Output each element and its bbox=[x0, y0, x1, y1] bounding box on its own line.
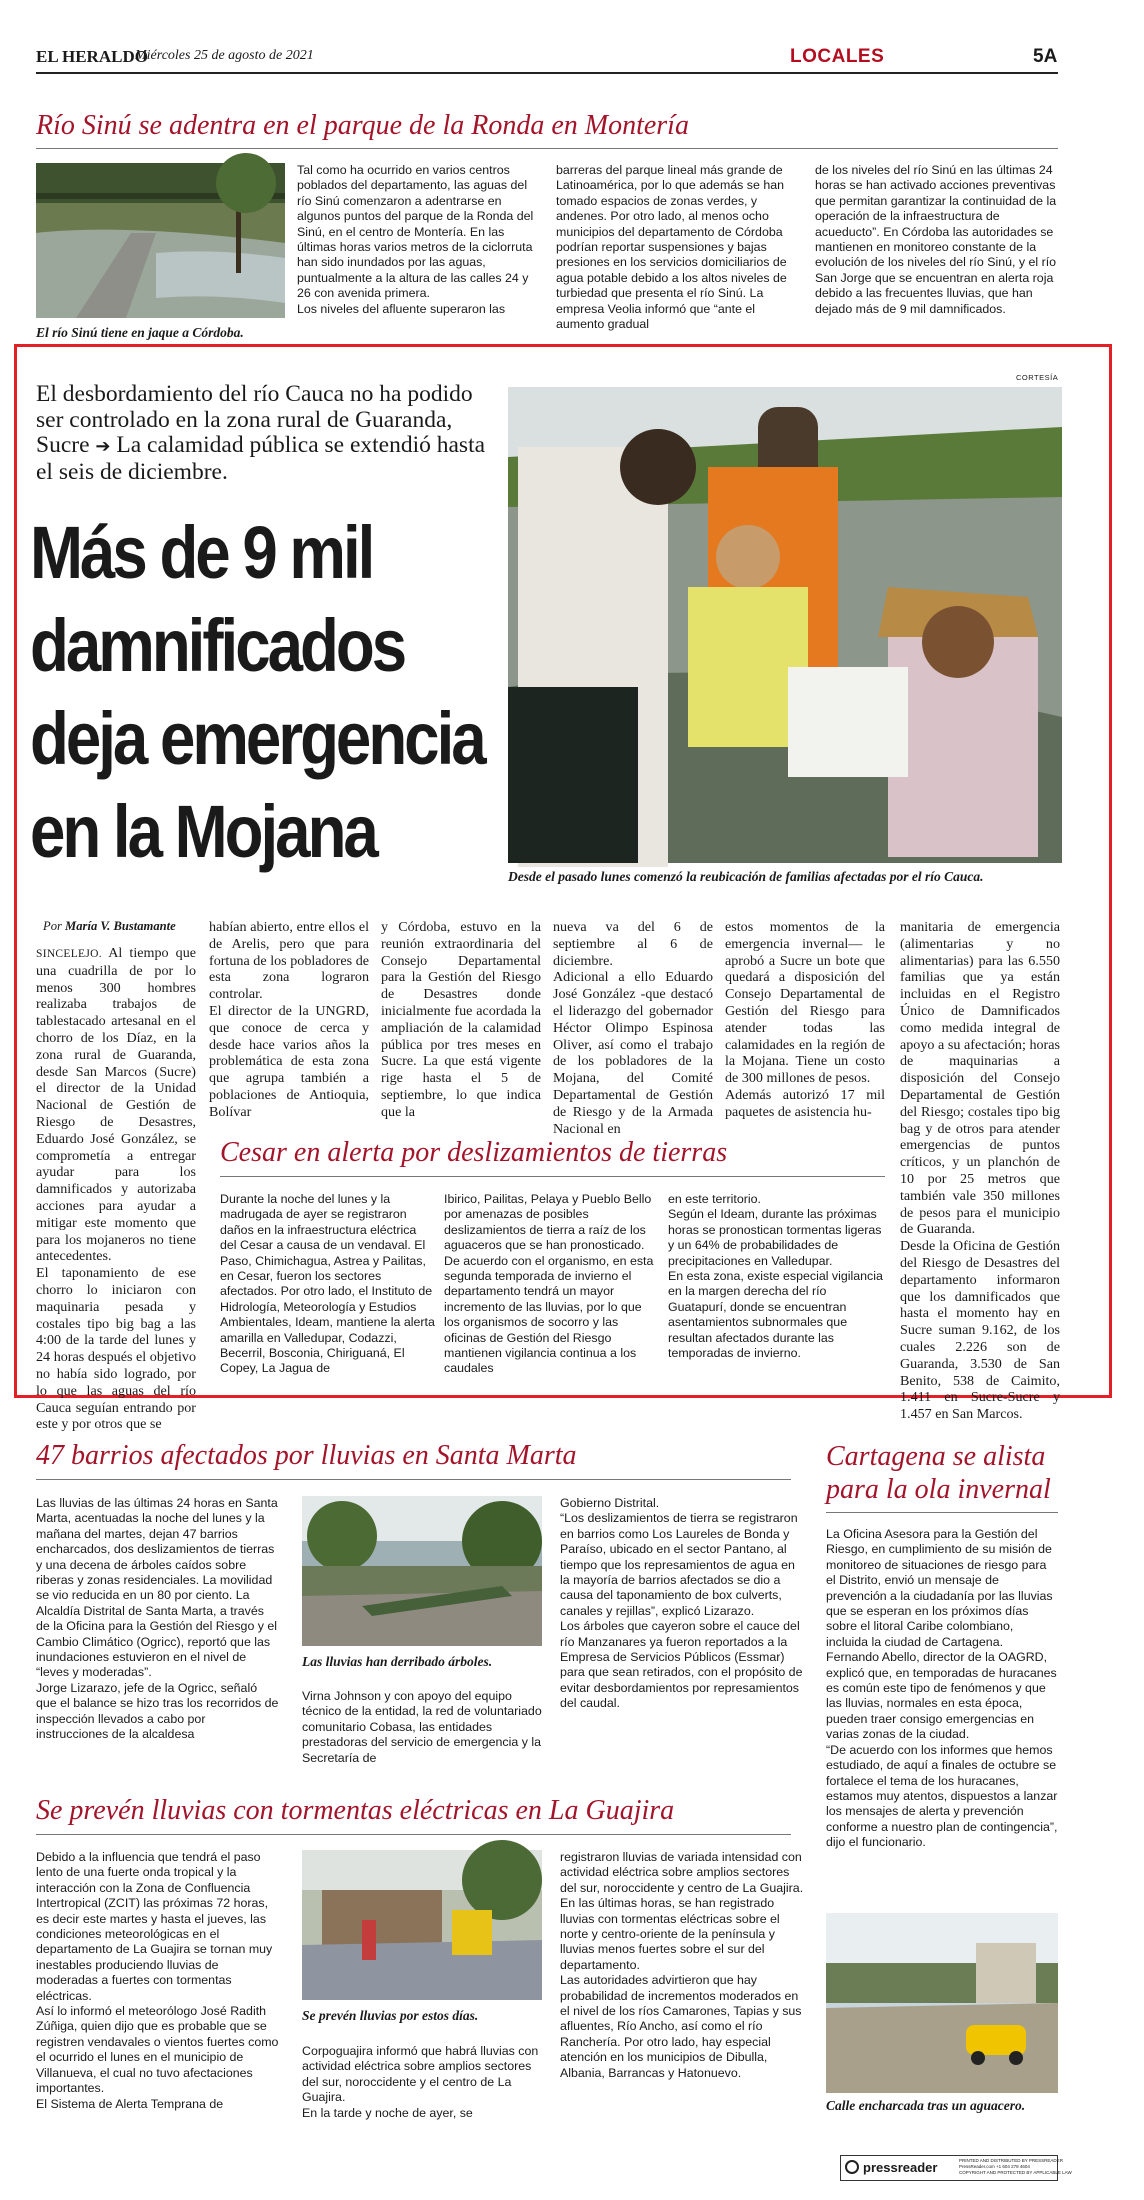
guajira-col-2: Corpoguajira informó que habrá lluvias con actividad eléctrica sobre amplios sectores del sur, noroccidente y el centro de La Guajira. En la tarde y noche de ayer, se bbox=[302, 2044, 539, 2120]
guajira-caption: Se prevén lluvias por estos días. bbox=[302, 2008, 479, 2023]
section-name: LOCALES bbox=[790, 46, 885, 67]
main-col-2: habían abierto, entre ellos el de Arelis, pero que para fortuna de los pobladores de esta zona lograron controlar. El director de la UNGRD, que conoce de cerca y desde hace varios años la problemática de esta zona que agrupa también a poblaciones de Antioquia, Bolívar bbox=[209, 919, 369, 1120]
santamarta-caption: Las lluvias han derribado árboles. bbox=[302, 1654, 493, 1669]
pressreader-logo-icon bbox=[845, 2160, 859, 2174]
santamarta-col-2: Virna Johnson y con apoyo del equipo técnico de la entidad, la red de voluntariado comunitario Cobasa, las entidades prestadoras del servicio de emergencia y la Secretaría de bbox=[302, 1689, 542, 1765]
byline bbox=[43, 919, 176, 934]
photo-fallen-trees bbox=[302, 1496, 542, 1646]
main-col-3: y Córdoba, estuvo en la reunión extraordinaria del Consejo Departamental para la Gestión del Riesgo de Desastres donde inicialmente fue acordada la ampliación de la calamidad pública por tres meses en Sucre. La que está vigente rige hasta el 5 de septiembre, lo que indica que la bbox=[381, 919, 541, 1120]
pressreader-legal-1: PRINTED AND DISTRIBUTED BY PRESSREADER bbox=[959, 2158, 1063, 2163]
arrow-icon: ➔ bbox=[95, 436, 111, 456]
guajira-title: Se prevén lluvias con tormentas eléctricas en La Guajira bbox=[36, 1795, 675, 1826]
kicker-text-1: El desbordamiento del río Cauca no ha podido ser controlado en la zona rural de Guaranda, Sucre bbox=[36, 381, 473, 458]
pressreader-legal-2: PressReader.com +1 604 278 4604 bbox=[959, 2164, 1030, 2169]
pressreader-legal-3: COPYRIGHT AND PROTECTED BY APPLICABLE LAW bbox=[959, 2170, 1072, 2175]
cesar-col-1: Durante la noche del lunes y la madrugada de ayer se registraron daños en la infraestructura eléctrica del Cesar a causa de un vendaval. El Paso, Chimichagua, Astrea y Pailitas, en Cesar, fueron los sectores afectados. Por otro lado, el Instituto de Hidrología, Meteorología y Estudios Ambientales, Ideam, mantiene la alerta amarilla en Valledupar, Codazzi, Becerril, Bosconia, Chiriguaná, El Copey, La Jagua de bbox=[220, 1192, 435, 1376]
sinu-col-3: de los niveles del río Sinú en las últimas 24 horas se han activado acciones preventivas que permitan garantizar la continuidad de la operación de la infraestructura de acueducto”. En Córdoba las autoridades se mantienen en monitoreo constante de la evolución de los niveles del río Sinú, y el río San Jorge que se encuentran en alerta roja debido a las frecuentes lluvias, que han dejado más de 9 mil damnificados. bbox=[815, 163, 1057, 316]
byline-prefix: Por bbox=[43, 919, 62, 933]
newspaper-logo: EL HERALDO bbox=[36, 47, 148, 66]
issue-date: Miércoles 25 de agosto de 2021 bbox=[135, 48, 314, 63]
main-headline: Más de 9 mil damnificados deja emergencia en la Mojana bbox=[30, 511, 484, 873]
cesar-col-2: Ibirico, Pailitas, Pelaya y Pueblo Bello por amenazas de posibles deslizamientos de tierra a raíz de los aguaceros que se han pronosticado. De acuerdo con el organismo, en esta segunda temporada de invierno el departamento tendrá un mayor incremento de las lluvias, por lo que los organismos de socorro y las oficinas de Gestión del Riesgo mantienen vigilancia continua a los caudales bbox=[444, 1192, 654, 1376]
main-col-1 bbox=[36, 945, 196, 1433]
cartagena-rule bbox=[826, 1512, 1058, 1513]
santamarta-col-3: Gobierno Distrital. “Los deslizamientos de tierra se registraron en barrios como Los Laureles de Bonda y Paraíso, ubicado en el sector Pantano, al tiempo que los represamientos de agua en la mayoría de barrios afectados se dio a causa del taponamiento de box culverts, canales y rejillas”, explicó Lizarazo. Los árboles que cayeron sobre el cauce del río Manzanares ya fueron reportados a la Empresa de Servicios Públicos (Essmar) para que sean retirados, con el propósito de evitar desbordamientos por represamientos del caudal. bbox=[560, 1496, 803, 1711]
main-caption: Desde el pasado lunes comenzó la reubicación de familias afectadas por el río Cauca. bbox=[508, 869, 984, 884]
cartagena-body: La Oficina Asesora para la Gestión del Riesgo, en cumplimiento de su misión de monitoreo de situaciones de riesgo para el Distrito, envió un mensaje de prevención a la ciudadanía por las lluvias que se esperan en los próximos días sobre el litoral Caribe colombiano, incluida la ciudad de Cartagena. Fernando Abello, director de la OAGRD, explicó que, en temporadas de huracanes es común este tipo de fenómenos y que las lluvias, normales en esta época, pueden traer consigo emergencias en varias zonas de la ciudad. “De acuerdo con los informes que hemos estudiado, de aquí a finales de octubre se fortalece el tema de los huracanes, estamos muy atentos, dispuestos a lanzar los mensajes de alerta y prevención conforme a nuestro plan de contingencia”, dijo el funcionario. bbox=[826, 1527, 1058, 1850]
cesar-col-3: en este territorio. Según el Ideam, durante las próximas horas se pronostican tormentas ligeras y un 64% de probabilidades de precipitaciones en Valledupar. En esta zona, existe especial vigilancia en la margen derecha del río Guatapurí, donde se encuentran asentamientos subnormales que resultan afectados durante las temporadas de invierno. bbox=[668, 1192, 883, 1361]
byline-author: María V. Bustamante bbox=[65, 919, 176, 933]
photo-guajira-rain bbox=[302, 1850, 542, 2000]
photo-mojana-aid bbox=[508, 387, 1062, 863]
page-number: 5A bbox=[1033, 46, 1058, 67]
santamarta-title: 47 barrios afectados por lluvias en Santa Marta bbox=[36, 1440, 577, 1471]
pressreader-brand: pressreader bbox=[863, 2160, 938, 2175]
sinu-col-2: barreras del parque lineal más grande de Latinoamérica, por lo que además se han tomado espacios de zonas verdes, y andenes. Por otro lado, al menos ocho municipios del departamento de Córdoba podrían reportar suspensiones y bajas presiones en los servicios domiciliarios de agua potable debido a los altos niveles de turbiedad que presenta el río Sinú. La empresa Veolia informó que “ante el aumento gradual bbox=[556, 163, 787, 332]
cesar-rule bbox=[220, 1176, 885, 1177]
dateline: SINCELEJO. bbox=[36, 948, 102, 960]
cartagena-title-line-2: para la ola invernal bbox=[826, 1474, 1051, 1505]
main-col-4: nueva va del 6 de septiembre al 6 de diciembre. Adicional a ello Eduardo José González -que destacó el liderazgo del gobernador Héctor Olimpo Espinosa Oliver, así como el trabajo de los pobladores de la Mojana, del Comité Departamental de Gestión de Riesgo y de la Armada Nacional en bbox=[553, 919, 713, 1137]
sinu-col-1: Tal como ha ocurrido en varios centros poblados del departamento, las aguas del río Sinú comenzaron a adentrarse en algunos puntos del parque de la Ronda del Sinú, en el centro de Montería. En las últimas horas varios metros de la ciclorruta han sido inundados por las aguas, puntualmente a la altura de las calles 24 y 26 con avenida primera. Los niveles del afluente superaron las bbox=[297, 163, 534, 316]
santamarta-rule bbox=[36, 1479, 791, 1480]
story-sinu-title: Río Sinú se adentra en el parque de la Ronda en Montería bbox=[36, 110, 689, 141]
main-col-1-text: Al tiempo que una cuadrilla de por lo menos 300 hombres realizaba trabajos de tablestacado artesanal en el chorro de los Díaz, en la zona rural de Guaranda, desde San Marcos (Sucre) el director de la Unidad Nacional de Gestión de Riesgo de Desastres, Eduardo José González, se comprometía a entregar ayudar para los damnificados y autorizaba acciones para ayudar a mitigar este momento que para los mojaneros no tiene antecedentes. El taponamiento de ese chorro lo iniciaron con maquinaria pesada y costales tipo big bag a las 4:00 de la tarde del lunes y 24 horas después el objetivo no había sido logrado, por lo que las aguas del río Cauca seguían entrando por este y por otros que se bbox=[36, 945, 196, 1433]
cesar-title: Cesar en alerta por deslizamientos de tierras bbox=[220, 1137, 728, 1168]
sinu-caption: El río Sinú tiene en jaque a Córdoba. bbox=[36, 325, 244, 340]
main-col-5: estos momentos de la emergencia invernal— le aprobó a Sucre un bote que quedará a disposición del Consejo Departamental de Gestión del Riesgo para atender todas las calamidades en la región de la Mojana. Tiene un costo de 300 millones de pesos. Además autorizó 17 mil paquetes de asistencia hu- bbox=[725, 919, 885, 1120]
kicker-text-2: La calamidad pública se extendió hasta el seis de diciembre. bbox=[36, 432, 486, 485]
pressreader-legal bbox=[959, 2158, 1072, 2176]
story-sinu-rule bbox=[36, 148, 1058, 149]
photo-credit: CORTESÍA bbox=[1016, 373, 1059, 382]
santamarta-col-1: Las lluvias de las últimas 24 horas en Santa Marta, acentuadas la noche del lunes y la mañana del martes, dejan 47 barrios encharcados, dos deslizamientos de tierras y una decena de árboles caídos sobre riberas y zonas residenciales. La movilidad se vio reducida en un 80 por ciento. La Alcaldía Distrital de Santa Marta, a través de la Oficina para la Gestión del Riesgo y el Cambio Climático (Ogricc), reportó que las inundaciones estuvieron en el nivel de “leves y moderadas”. Jorge Lizarazo, jefe de la Ogricc, señaló que el balance se hizo tras los recorridos de inspección llevados a cabo por instrucciones de la alcaldesa bbox=[36, 1496, 279, 1742]
guajira-rule bbox=[36, 1834, 791, 1835]
cartagena-title bbox=[826, 1440, 1051, 1506]
cartagena-caption: Calle encharcada tras un aguacero. bbox=[826, 2098, 1026, 2113]
main-col-6: manitaria de emergencia (alimentarias y no alimentarias) para las 6.550 familias que ya están incluidas en el Registro Único de Damnificados como medida integral de apoyo a su afectación; horas de maquinarias a disposición del Consejo Departamental de Gestión del Riesgo; costales tipo big bag y de otros para atender emergencias de puntos críticos, y un planchón de 10 por 25 metros que también vale 350 millones de pesos para el municipio de Guaranda. Desde la Oficina de Gestión del Riesgo de Desastres del departamento informaron que los damnificados que hasta el momento hay en Sucre suman 9.162, de los cuales 2.226 son de Guaranda, 3.530 de San Benito, 538 de Caimito, 1.411 en Sucre-Sucre y 1.457 en San Marcos. bbox=[900, 919, 1060, 1423]
header-rule bbox=[36, 72, 1058, 74]
pressreader-badge bbox=[840, 2155, 1072, 2181]
main-kicker bbox=[36, 382, 504, 485]
photo-flooded-street bbox=[826, 1913, 1058, 2093]
photo-rio-sinu bbox=[36, 163, 285, 318]
guajira-col-1: Debido a la influencia que tendrá el paso lento de una fuerte onda tropical y la interacción con la Zona de Confluencia Intertropical (ZCIT) las próximas 72 horas, es decir este martes y hasta el jueves, las condiciones meteorológicas en el departamento de La Guajira se tornan muy inestables produciendo lluvias de moderadas a fuertes con tormentas eléctricas. Así lo informó el meteorólogo José Radith Zúñiga, quien dijo que es probable que se registren vendavales o vientos fuertes como el ocurrido el lunes en el municipio de Villanueva, el cual no tuvo afectaciones importantes. El Sistema de Alerta Temprana de bbox=[36, 1850, 279, 2111]
cartagena-title-line-1: Cartagena se alista bbox=[826, 1441, 1046, 1472]
guajira-col-3: registraron lluvias de variada intensidad con actividad eléctrica sobre amplios sectores del sur, noroccidente y centro de La Guajira. En las últimas horas, se han registrado lluvias con tormentas eléctricas sobre el norte y centro-oriente de la península y lluvias menos fuertes sobre el sur del departamento. Las autoridades advirtieron que hay probabilidad de incrementos moderados en el nivel de los ríos Camarones, Tapias y sus afluentes, Río Ancho, así como el río Ranchería. Por otro lado, hay especial atención en los municipios de Dibulla, Albania, Barrancas y Hatonuevo. bbox=[560, 1850, 804, 2080]
